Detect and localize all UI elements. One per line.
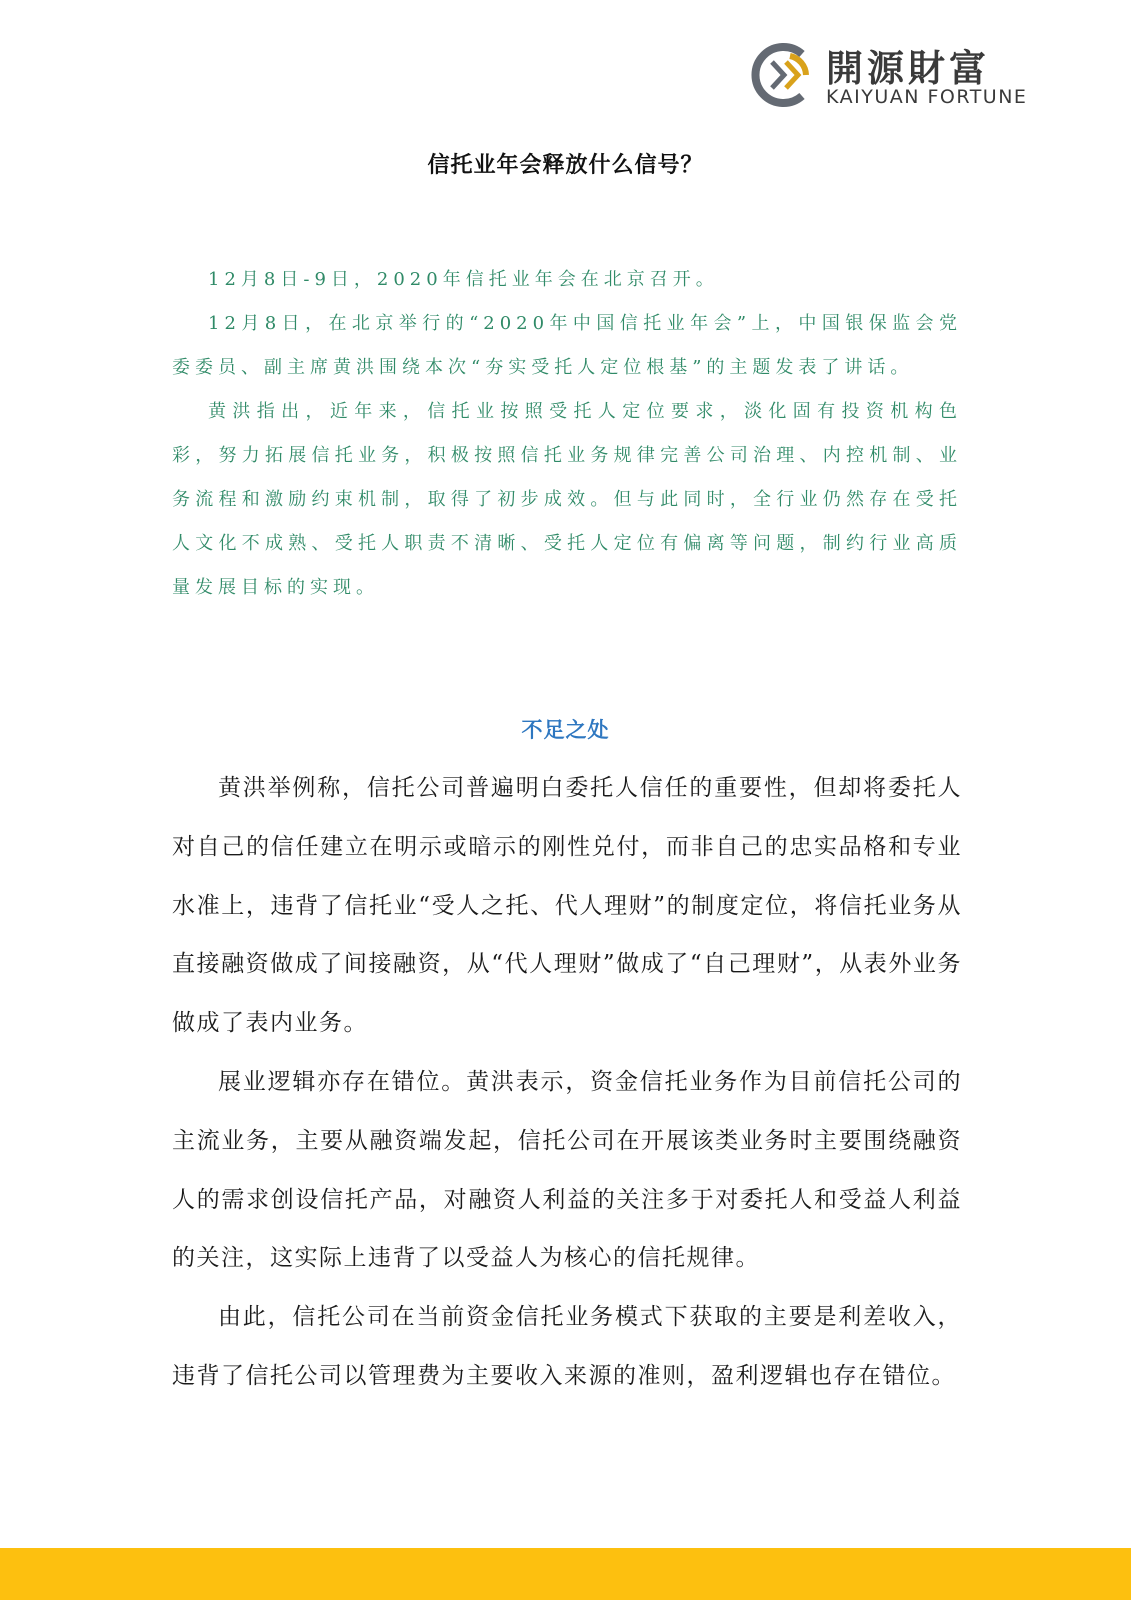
intro-section bbox=[172, 258, 962, 610]
intro-paragraph: 黄洪指出，近年来，信托业按照受托人定位要求，淡化固有投资机构色彩，努力拓展信托业务，积极按照信托业务规律完善公司治理、内控机制、业务流程和激励约束机制，取得了初步成效。但与此同时，全行业仍然存在受托人文化不成熟、受托人职责不清晰、受托人定位有偏离等问题，制约行业高质量发展目标的实现。 bbox=[172, 401, 962, 598]
brand-logo bbox=[750, 38, 1040, 118]
logo-chinese-name: 開源財富 bbox=[826, 47, 990, 90]
kaiyuan-logo-icon bbox=[750, 42, 816, 108]
footer-bar bbox=[0, 1548, 1131, 1600]
article-title: 信托业年会释放什么信号？ bbox=[427, 152, 704, 178]
section-heading: 不足之处 bbox=[521, 717, 610, 742]
body-paragraph: 展业逻辑亦存在错位。黄洪表示，资金信托业务作为目前信托公司的主流业务，主要从融资端发起，信托公司在开展该类业务时主要围绕融资人的需求创设信托产品，对融资人利益的关注多于对委托人和受益人利益的关注，这实际上违背了以受益人为核心的信托规律。 bbox=[172, 1068, 962, 1272]
body-section bbox=[172, 759, 962, 1406]
logo-english-name: KAIYUAN FORTUNE bbox=[826, 86, 1028, 108]
intro-paragraph: 12月8日，在北京举行的“2020年中国信托业年会”上，中国银保监会党委委员、副主席黄洪围绕本次“夯实受托人定位根基”的主题发表了讲话。 bbox=[172, 313, 962, 378]
intro-paragraph: 12月8日-9日，2020年信托业年会在北京召开。 bbox=[208, 269, 719, 290]
body-paragraph: 黄洪举例称，信托公司普遍明白委托人信任的重要性，但却将委托人对自己的信任建立在明示或暗示的刚性兑付，而非自己的忠实品格和专业水准上，违背了信托业“受人之托、代人理财”的制度定位，将信托业务从直接融资做成了间接融资，从“代人理财”做成了“自己理财”，从表外业务做成了表内业务。 bbox=[172, 775, 962, 1037]
body-paragraph: 由此，信托公司在当前资金信托业务模式下获取的主要是利差收入，违背了信托公司以管理费为主要收入来源的准则，盈利逻辑也存在错位。 bbox=[172, 1304, 962, 1389]
